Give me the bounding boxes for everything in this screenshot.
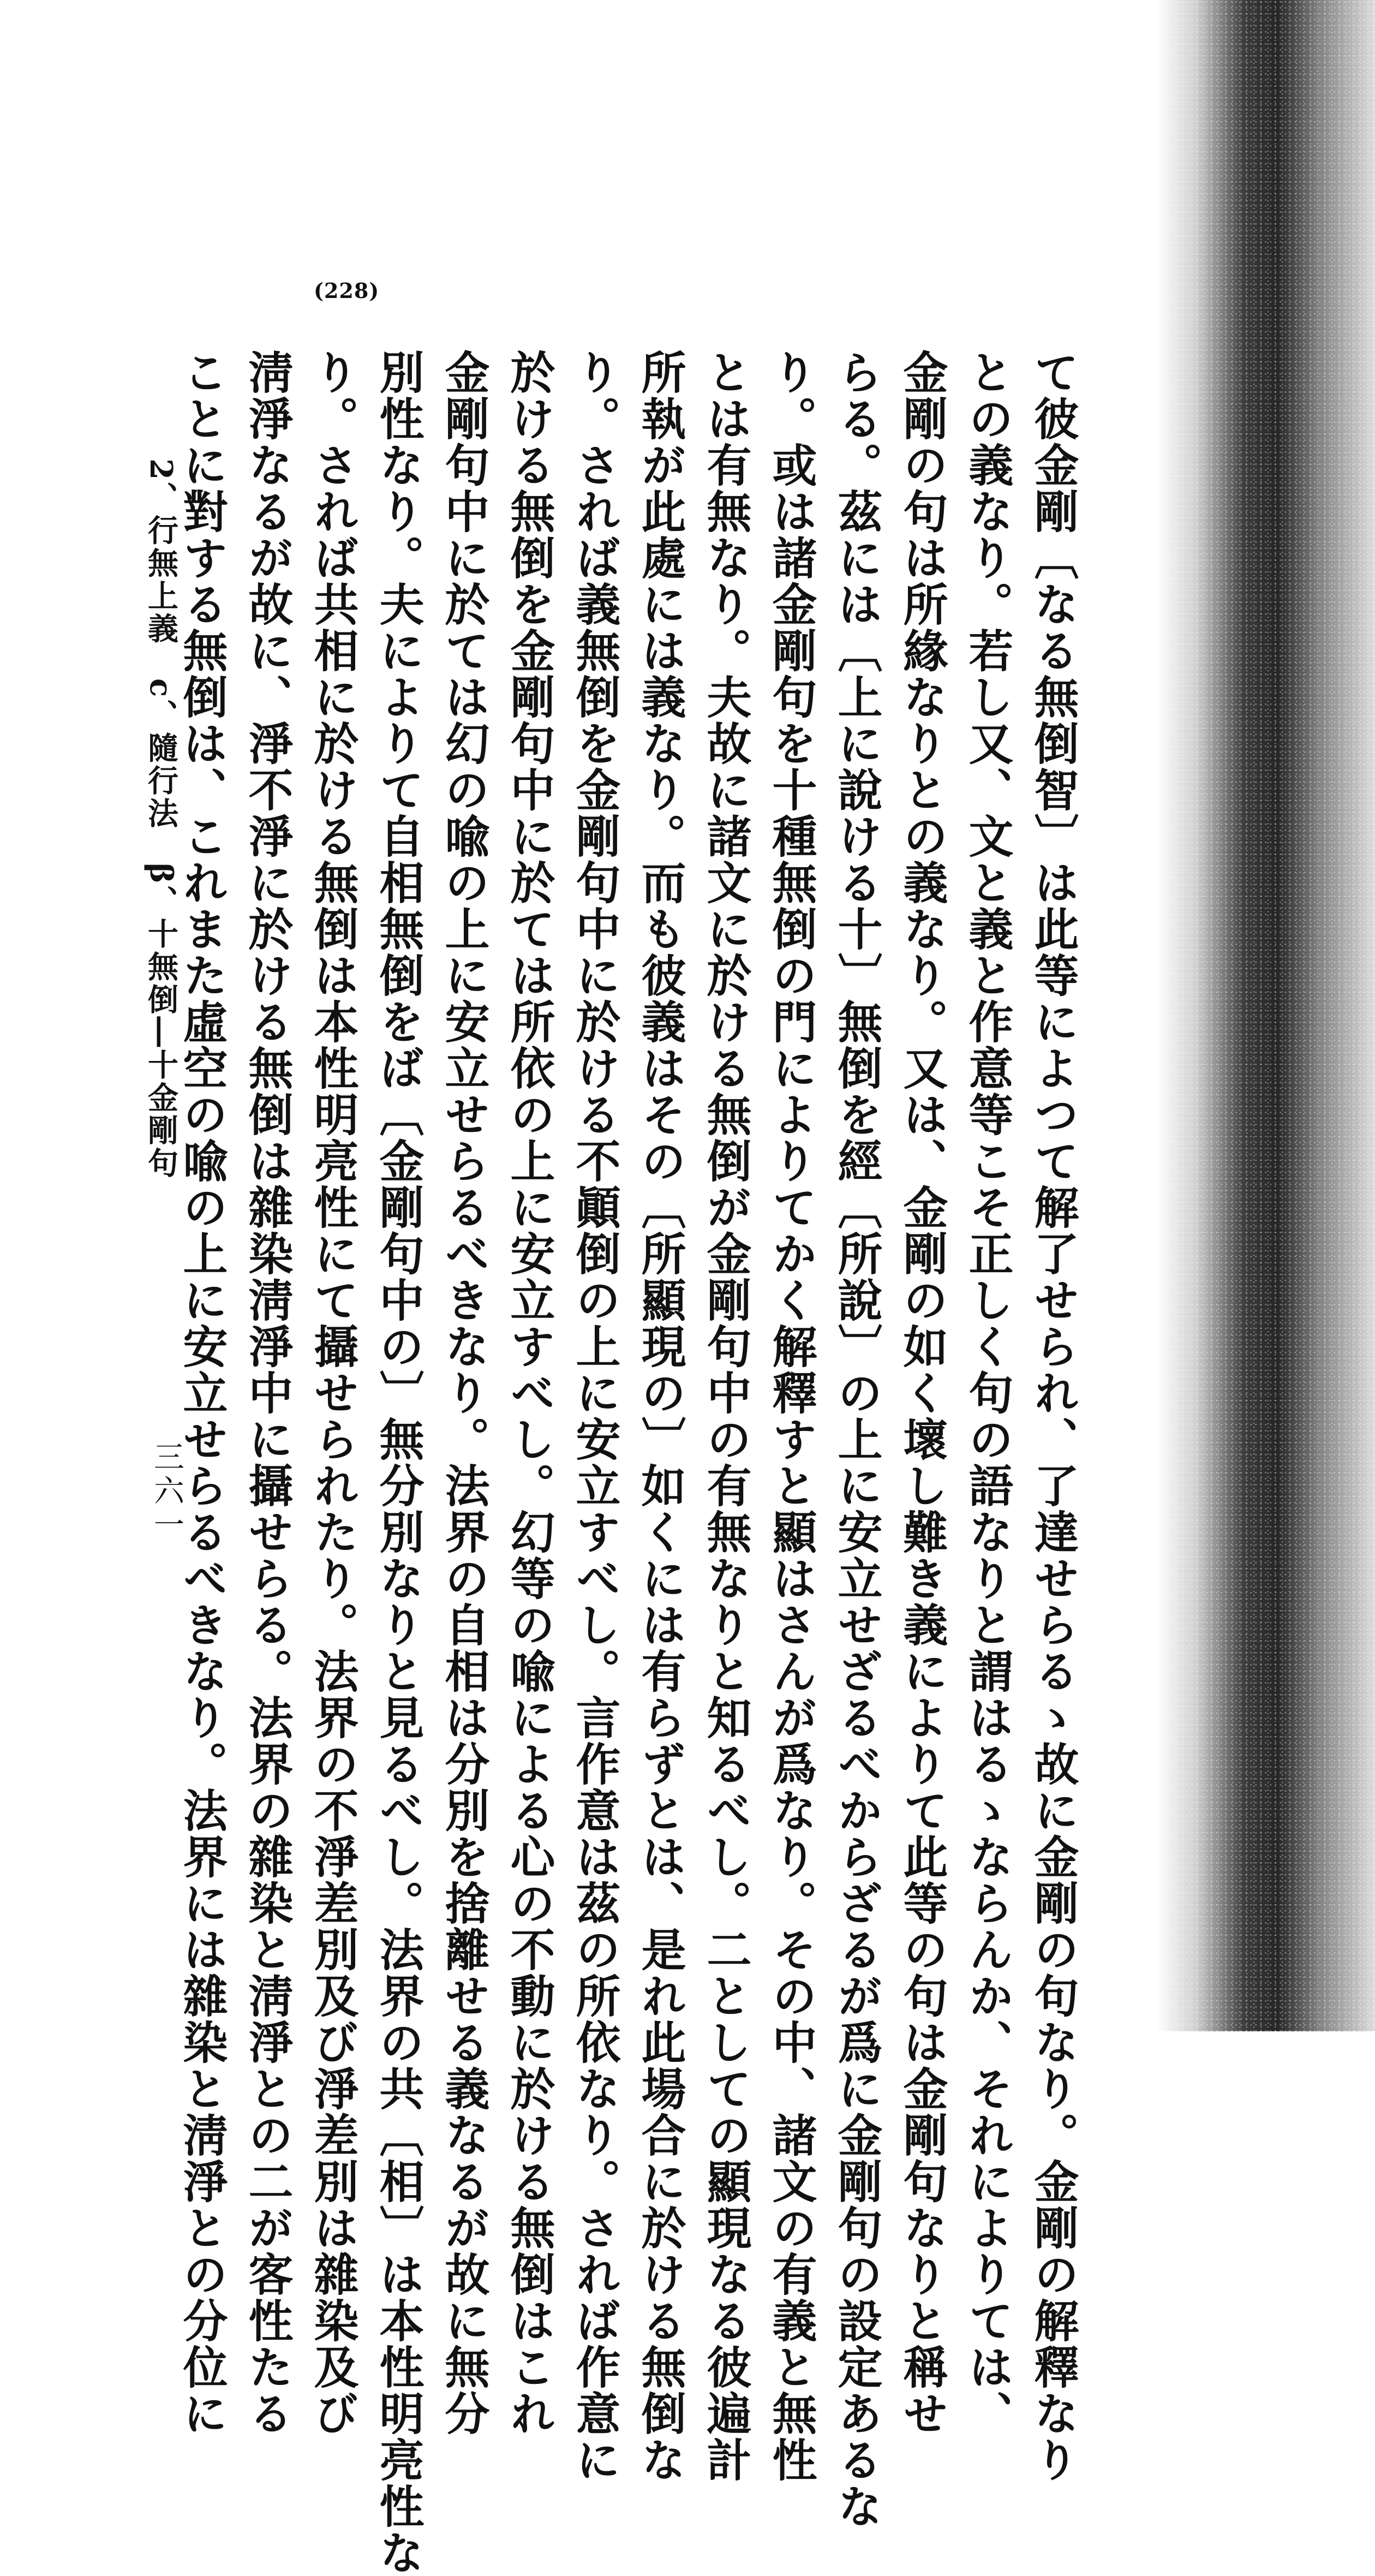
text-line: との義なり。若し又、文と義と作意等こそ正しく句の語なりと謂はるゝならんか、それによりては、 <box>961 349 1014 2437</box>
page-spine-texture <box>1157 0 1375 2031</box>
text-line: 所執が此處には義なり。而も彼義はその〔所顯現の〕如くには有らずとは、是れ此場合に於ける無倒な <box>634 349 686 2483</box>
page-number: (228) <box>314 278 380 303</box>
text-line: て彼金剛〔なる無倒智〕は此等によつて解了せられ、了達せらるゝ故に金剛の句なり。金剛の解釋なり <box>1027 349 1079 2483</box>
text-line: らる。茲には〔上に說ける十〕無倒を經〔所說〕の上に安立せざるべからざるが爲に金剛句の設定あるな <box>830 349 883 2530</box>
text-line: 別性なり。夫によりて自相無倒をば〔金剛句中の〕無分別なりと見るべし。法界の共〔相〕は本性明亮性な <box>372 349 425 2576</box>
text-line: 金剛句中に於ては幻の喩の上に安立せらるべきなり。法界の自相は分別を捨離せる義なるが故に無分 <box>438 349 490 2437</box>
text-line: 於ける無倒を金剛句中に於ては所依の上に安立すべし。幻等の喩による心の不動に於ける無倒はこれ <box>503 349 555 2437</box>
text-line: り。されば義無倒を金剛句中に於ける不顚倒の上に安立すべし。言作意は茲の所依なり。されば作意に <box>569 349 621 2483</box>
folio-number: 三六一 <box>149 1441 184 1542</box>
text-line: り。されば共相に於ける無倒は本性明亮性にて攝せられたり。法界の不淨差別及び淨差別は雜染及び <box>307 349 359 2437</box>
text-line: り。或は諸金剛句を十種無倒の門によりてかく解釋すと顯はさんが爲なり。その中、諸文の有義と無性 <box>765 349 817 2483</box>
text-line: 淸淨なるが故に、淨不淨に於ける無倒は雜染淸淨中に攝せらる。法界の雜染と淸淨との二が客性たる <box>241 349 294 2437</box>
body-text <box>169 349 1086 2576</box>
text-line: 金剛の句は所緣なりとの義なり。又は、金剛の如く壞し難き義によりて此等の句は金剛句なりと稱せ <box>896 349 948 2437</box>
text-line: ことに對する無倒は、これまた虛空の喩の上に安立せらるべきなり。法界には雜染と淸淨との分位に <box>176 349 228 2437</box>
running-head: 2、行無上義 c、隨行法 β、十無倒―十金剛句 <box>143 458 179 1180</box>
text-line: とは有無なり。夫故に諸文に於ける無倒が金剛句中の有無なりと知るべし。二としての顯現なる彼遍計 <box>700 349 752 2483</box>
